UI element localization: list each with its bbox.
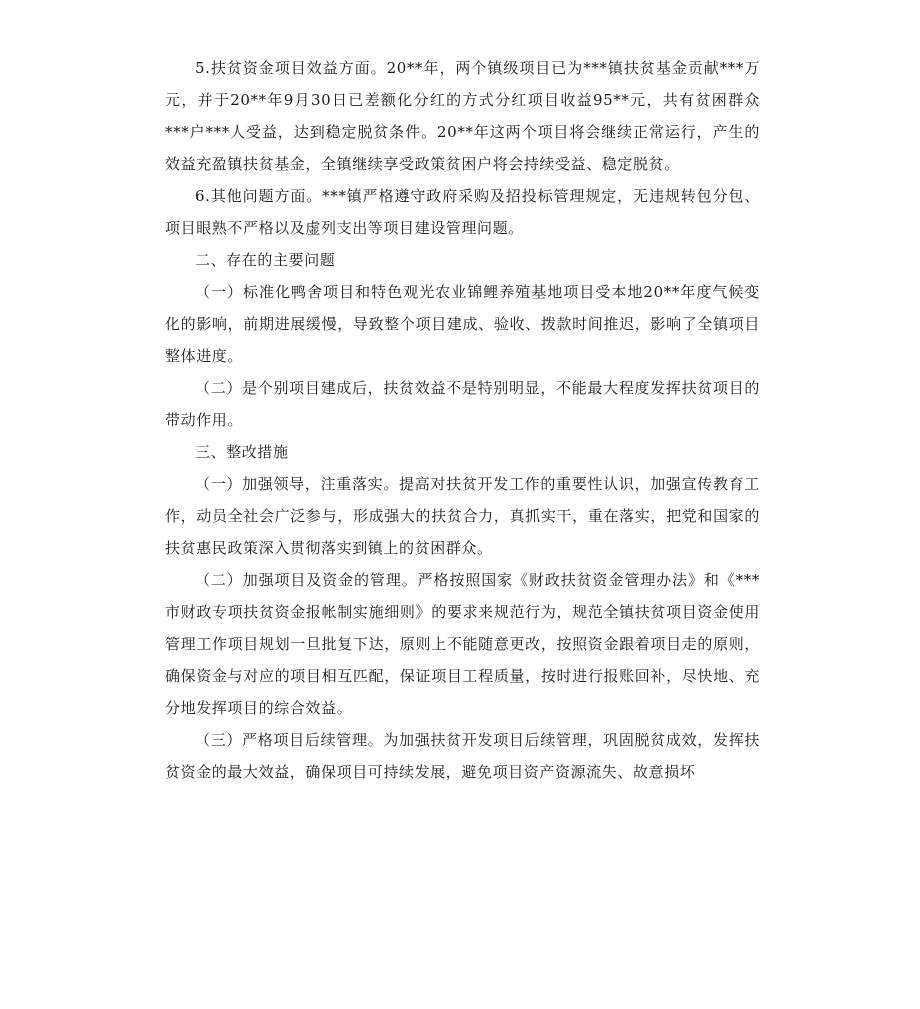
paragraph-project-benefits: 5.扶贫资金项目效益方面。20**年，两个镇级项目已为***镇扶贫基金贡献***万元，并于20**年9月30日已差额化分红的方式分红项目收益95**元，共有贫困群众***户***人受益，达到稳定脱贫条件。20**年这两个项目将会继续正常运行，产生的效益充盈镇扶贫基金，全镇继续享受政策贫困户将会持续受益、稳定脱贫。 — [165, 59, 760, 173]
section-heading-main-problems: 二、存在的主要问题 — [195, 251, 336, 269]
paragraph-measure-2: （二）加强项目及资金的管理。严格按照国家《财政扶贫资金管理办法》和《***市财政专项扶贫资金报帐制实施细则》的要求来规范行为，规范全镇扶贫项目资金使用管理工作项目规划一旦批复下达，原则上不能随意更改，按照资金跟着项目走的原则，确保资金与对应的项目相互匹配，保证项目工程质量，按时进行报账回补，尽快地、充分地发挥项目的综合效益。 — [165, 571, 760, 717]
paragraph-other-issues: 6.其他问题方面。***镇严格遵守政府采购及招投标管理规定，无违规转包分包、项目眼熟不严格以及虚列支出等项目建设管理问题。 — [165, 187, 760, 237]
paragraph-problem-2: （二）是个别项目建成后，扶贫效益不是特别明显，不能最大程度发挥扶贫项目的带动作用。 — [165, 379, 760, 429]
paragraph-problem-1: （一）标准化鸭舍项目和特色观光农业锦鲤养殖基地项目受本地20**年度气候变化的影响，前期进展缓慢，导致整个项目建成、验收、拨款时间推迟，影响了全镇项目整体进度。 — [165, 283, 760, 365]
paragraph-measure-3: （三）严格项目后续管理。为加强扶贫开发项目后续管理，巩固脱贫成效，发挥扶贫资金的最大效益，确保项目可持续发展，避免项目资产资源流失、故意损坏 — [165, 731, 760, 781]
document-page — [165, 52, 760, 788]
section-heading-rectification: 三、整改措施 — [195, 443, 289, 461]
paragraph-measure-1: （一）加强领导，注重落实。提高对扶贫开发工作的重要性认识，加强宣传教育工作，动员全社会广泛参与，形成强大的扶贫合力，真抓实干，重在落实，把党和国家的扶贫惠民政策深入贯彻落实到镇上的贫困群众。 — [165, 475, 760, 557]
